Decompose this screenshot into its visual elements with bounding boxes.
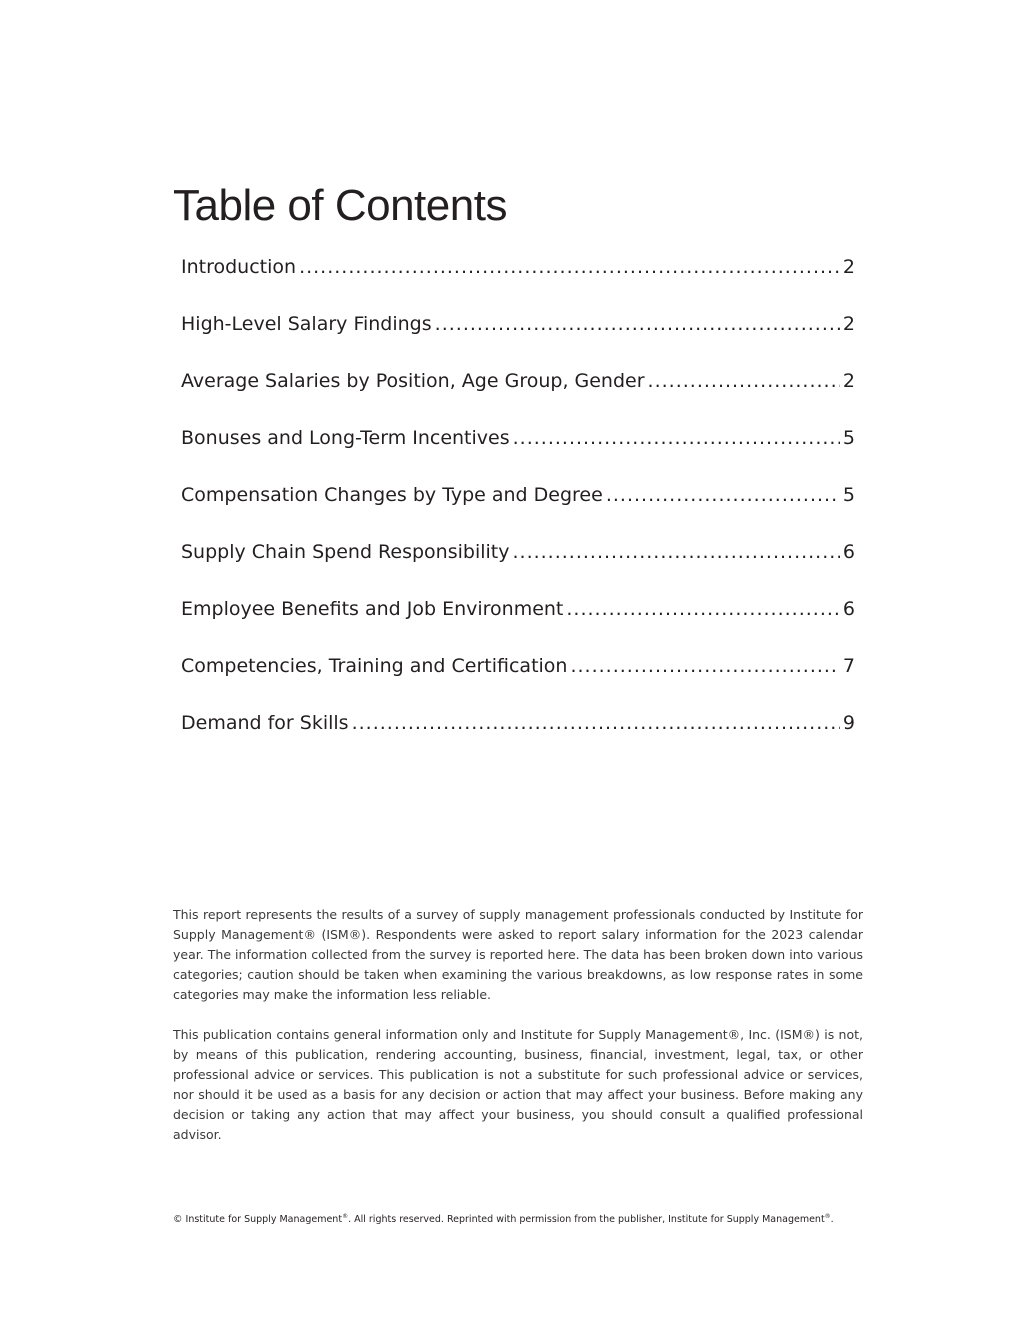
copyright-notice bbox=[173, 1213, 873, 1227]
toc-page-number: 9 bbox=[842, 712, 855, 734]
toc-dot-leader bbox=[648, 370, 840, 392]
toc-page-number: 5 bbox=[842, 427, 855, 449]
registered-mark: ® bbox=[342, 1212, 349, 1220]
toc-entry-high-level-salary-findings[interactable] bbox=[181, 313, 855, 370]
toc-entry-label: Introduction bbox=[181, 256, 297, 278]
toc-dot-leader bbox=[606, 484, 840, 506]
toc-entry-label: Average Salaries by Position, Age Group, Gender bbox=[181, 370, 645, 392]
table-of-contents bbox=[181, 256, 855, 769]
toc-dot-leader bbox=[566, 598, 840, 620]
toc-entry-competencies[interactable] bbox=[181, 655, 855, 712]
toc-dot-leader bbox=[435, 313, 840, 335]
legal-disclaimer-paragraph: This publication contains general information only and Institute for Supply Management®, Inc. (ISM®) is not, by means of this publication, rendering accounting, business, financial, investment, legal, tax, or other professional advice or services. This publication is not a substitute for such professional advice or services, nor should it be used as a basis for any decision or action that may affect your business. Before making any decision or taking any action that may affect your business, you should consult a qualified professional advisor. bbox=[173, 1027, 863, 1142]
toc-entry-supply-chain-spend[interactable] bbox=[181, 541, 855, 598]
toc-entry-label: Compensation Changes by Type and Degree bbox=[181, 484, 603, 506]
page-title: Table of Contents bbox=[173, 181, 507, 230]
toc-dot-leader bbox=[513, 427, 840, 449]
copyright-text-middle: . All rights reserved. Reprinted with permission from the publisher, Institute for Supply Management bbox=[348, 1214, 825, 1225]
toc-page-number: 6 bbox=[842, 541, 855, 563]
toc-entry-introduction[interactable] bbox=[181, 256, 855, 313]
toc-entry-bonuses[interactable] bbox=[181, 427, 855, 484]
toc-page-number: 5 bbox=[842, 484, 855, 506]
toc-entry-label: Employee Benefits and Job Environment bbox=[181, 598, 564, 620]
toc-page-number: 2 bbox=[842, 313, 855, 335]
toc-entry-compensation-changes[interactable] bbox=[181, 484, 855, 541]
toc-dot-leader bbox=[570, 655, 839, 677]
toc-dot-leader bbox=[512, 541, 839, 563]
toc-entry-employee-benefits[interactable] bbox=[181, 598, 855, 655]
copyright-text-end: . bbox=[830, 1214, 834, 1225]
toc-page-number: 2 bbox=[842, 256, 855, 278]
toc-entry-label: Competencies, Training and Certification bbox=[181, 655, 568, 677]
survey-note-paragraph: This report represents the results of a survey of supply management professionals conducted by Institute for Supply Management® (ISM®). Respondents were asked to report salary information for the 2023 calendar year. The information collected from the survey is reported here. The data has been broken down into various categories; caution should be taken when examining the various breakdowns, as low response rates in some categories may make the information less reliable. bbox=[173, 907, 863, 1002]
toc-page-number: 6 bbox=[842, 598, 855, 620]
toc-entry-label: Supply Chain Spend Responsibility bbox=[181, 541, 510, 563]
toc-dot-leader bbox=[352, 712, 840, 734]
toc-entry-demand-for-skills[interactable] bbox=[181, 712, 855, 769]
toc-entry-average-salaries[interactable] bbox=[181, 370, 855, 427]
toc-page-number: 2 bbox=[842, 370, 855, 392]
toc-entry-label: Demand for Skills bbox=[181, 712, 349, 734]
registered-mark: ® bbox=[824, 1212, 831, 1220]
toc-entry-label: Bonuses and Long-Term Incentives bbox=[181, 427, 510, 449]
copyright-text-start: © Institute for Supply Management bbox=[173, 1214, 343, 1225]
toc-dot-leader bbox=[299, 256, 840, 278]
toc-page-number: 7 bbox=[842, 655, 855, 677]
toc-entry-label: High-Level Salary Findings bbox=[181, 313, 432, 335]
